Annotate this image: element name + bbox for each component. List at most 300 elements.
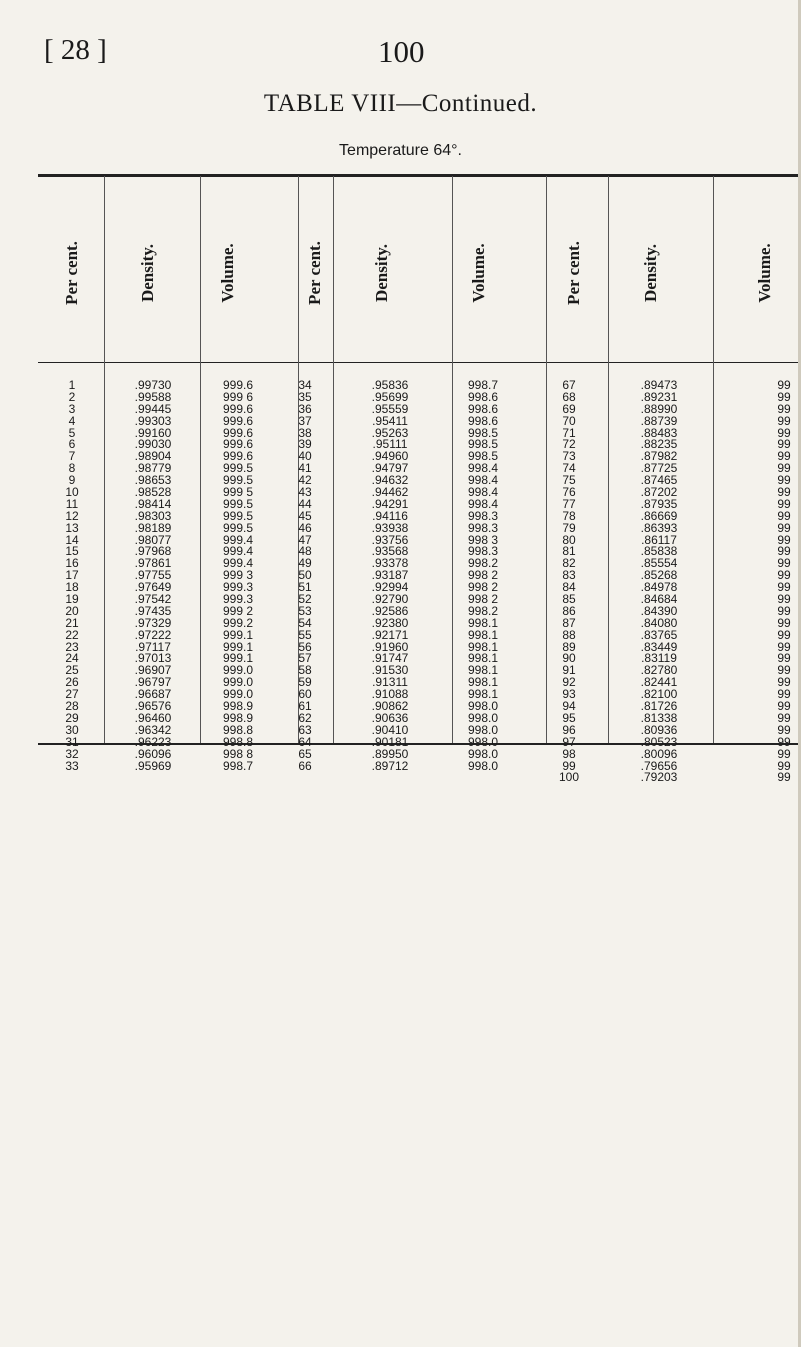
table-cell: 78 (562, 508, 576, 523)
table-cell: 998.0 (467, 746, 499, 761)
table-cell: 98 (562, 746, 576, 761)
table-cell: 4 (68, 413, 76, 428)
table-cell: 999.2 (222, 615, 254, 630)
table-cell: 999.4 (222, 544, 254, 559)
table-cell: 998.1 (467, 663, 499, 678)
table-cell: 998.9 (222, 710, 254, 725)
table-cell: 17 (65, 568, 79, 583)
table-cell: 998.5 (467, 437, 499, 452)
table-cell: 99 (777, 699, 791, 714)
table-cell: 15 (65, 544, 79, 559)
table-cell: 99 (777, 687, 791, 702)
table-cell: 999.6 (222, 413, 254, 428)
table-cell: 58 (298, 663, 312, 678)
table-cell: 999.5 (222, 461, 254, 476)
table-cell: .94632 (371, 473, 409, 488)
table-cell: 69 (562, 401, 576, 416)
table-cell: 998.0 (467, 734, 499, 749)
table-cell: 97 (562, 734, 576, 749)
column-density-3 (624, 380, 694, 784)
header-per-cent-2: Per cent. (305, 240, 324, 305)
table-cell: 41 (298, 461, 312, 476)
table-cell: 60 (298, 687, 312, 702)
table-cell: .95836 (371, 378, 409, 392)
table-cell: 998.3 (467, 544, 499, 559)
table-cell: .93568 (371, 544, 409, 559)
table-cell: 80 (562, 532, 576, 547)
table-cell: 61 (298, 699, 312, 714)
table-cell: 43 (298, 485, 312, 500)
table-cell: .79203 (640, 770, 678, 785)
column-divider (713, 176, 714, 743)
table-cell: .92790 (371, 592, 409, 607)
table-cell: 99 (777, 425, 791, 440)
table-cell: 18 (65, 580, 79, 595)
table-cell: .84080 (640, 615, 678, 630)
table-cell: 22 (65, 627, 79, 642)
table-cell: .88483 (640, 425, 678, 440)
table-cell: 13 (65, 520, 79, 535)
table-cell: 99 (777, 758, 791, 773)
table-cell: 999.0 (222, 663, 254, 678)
table-cell: 16 (65, 556, 79, 571)
table-cell: 99 (777, 449, 791, 464)
table-cell: .90862 (371, 699, 409, 714)
table-cell: .96576 (134, 699, 172, 714)
table-cell: 998.1 (467, 615, 499, 630)
table-cell: 96 (562, 722, 576, 737)
column-per-cent-3 (549, 380, 589, 784)
table-cell: 92 (562, 675, 576, 690)
table-cell: 5 (68, 425, 76, 440)
table-cell: 8 (68, 461, 76, 476)
table-cell: .86393 (640, 520, 678, 535)
table-cell: 999.0 (222, 687, 254, 702)
table-cell: 75 (562, 473, 576, 488)
table-cell: 99 (777, 734, 791, 749)
table-cell: 998.1 (467, 675, 499, 690)
column-density-2 (355, 380, 425, 772)
table-cell: 81 (562, 544, 576, 559)
table-cell: 999.5 (222, 508, 254, 523)
table-cell: 44 (298, 496, 312, 511)
table-cell: 52 (298, 592, 312, 607)
table-cell: 63 (298, 722, 312, 737)
column-per-cent-2 (285, 380, 325, 772)
table-cell: .94462 (371, 485, 409, 500)
table-cell: .98303 (134, 508, 172, 523)
table-cell: 998 8 (222, 746, 254, 761)
table-cell: 56 (298, 639, 312, 654)
table-cell: 99 (777, 437, 791, 452)
table-cell: 998.3 (467, 520, 499, 535)
table-cell: .98189 (134, 520, 172, 535)
table-cell: 998.9 (222, 699, 254, 714)
table-cell: 99 (777, 663, 791, 678)
table-cell: 998.3 (467, 508, 499, 523)
table-cell: .88990 (640, 401, 678, 416)
table-cell: 66 (298, 758, 312, 773)
table-cell: .91311 (372, 675, 408, 690)
table-cell: 998.1 (467, 687, 499, 702)
table-cell: .93378 (371, 556, 409, 571)
table-cell: .96096 (134, 746, 172, 761)
table-cell: .96342 (134, 722, 172, 737)
table-cell: .81338 (640, 710, 678, 725)
table-cell: .99303 (134, 413, 172, 428)
table-cell: .93187 (371, 568, 409, 583)
table-cell: 73 (562, 449, 576, 464)
table-cell: .90636 (371, 710, 409, 725)
table-cell: 19 (65, 592, 79, 607)
table-cell: 998.5 (467, 449, 499, 464)
table-cell: 34 (298, 378, 312, 392)
table-cell: .97755 (134, 568, 172, 583)
table-cell: 9 (68, 473, 76, 488)
table-cell: 998 3 (467, 532, 499, 547)
table-cell: 999.1 (222, 639, 254, 654)
table-cell: .99730 (134, 378, 172, 392)
table-cell: 998.1 (467, 627, 499, 642)
table-cell: 38 (298, 425, 312, 440)
table-cell: 999.1 (222, 651, 254, 666)
table-cell: 998.1 (467, 651, 499, 666)
table-cell: 998.4 (467, 473, 499, 488)
table-top-rule (38, 174, 798, 177)
table-cell: 999 3 (222, 568, 254, 583)
column-volume-1 (203, 380, 273, 772)
table-cell: .80096 (640, 746, 678, 761)
column-volume-3 (770, 380, 798, 784)
table-cell: 998.4 (467, 496, 499, 511)
table-cell: 11 (65, 496, 79, 511)
table-cell: .98077 (134, 532, 172, 547)
table-cell: 99 (777, 568, 791, 583)
header-density-2: Density. (372, 243, 391, 302)
table-cell: .96797 (134, 675, 172, 690)
table-cell: 99 (777, 722, 791, 737)
table-cell: .79656 (640, 758, 678, 773)
table-cell: 999.1 (222, 627, 254, 642)
table-cell: 99 (777, 413, 791, 428)
table-cell: 14 (65, 532, 79, 547)
header-rule (38, 362, 798, 363)
table-cell: 99 (777, 401, 791, 416)
table-cell: 999 5 (222, 485, 254, 500)
table-cell: .88739 (640, 413, 678, 428)
table-cell: 68 (562, 389, 576, 404)
table-cell: 99 (777, 520, 791, 535)
table-cell: .86669 (640, 508, 678, 523)
table-cell: 23 (65, 639, 79, 654)
table-cell: .85838 (640, 544, 678, 559)
table-cell: 83 (562, 568, 576, 583)
table-cell: .99030 (134, 437, 172, 452)
table-cell: 72 (562, 437, 576, 452)
table-cell: 999.4 (222, 556, 254, 571)
table-cell: 28 (65, 699, 79, 714)
table-cell: 12 (65, 508, 79, 523)
table-cell: .90410 (371, 722, 409, 737)
table-cell: 47 (298, 532, 312, 547)
table-cell: 93 (562, 687, 576, 702)
table-cell: 998.4 (467, 461, 499, 476)
table-cell: .91088 (371, 687, 409, 702)
table-cell: 45 (298, 508, 312, 523)
table-cell: 94 (562, 699, 576, 714)
table-cell: 999 2 (222, 603, 254, 618)
table-cell: .82441 (640, 675, 678, 690)
table-cell: 99 (777, 532, 791, 547)
table-cell: 24 (65, 651, 79, 666)
table-cell: 99 (777, 710, 791, 725)
table-cell: .95559 (371, 401, 409, 416)
table-cell: 99 (777, 592, 791, 607)
table-cell: 82 (562, 556, 576, 571)
table-cell: .99588 (134, 389, 172, 404)
table-cell: 86 (562, 603, 576, 618)
table-cell: .92994 (371, 580, 409, 595)
table-cell: .98904 (134, 449, 172, 464)
table-cell: 7 (68, 449, 76, 464)
table-cell: 99 (777, 473, 791, 488)
table-cell: 999.3 (222, 580, 254, 595)
table-cell: 99 (777, 580, 791, 595)
table-cell: 999.3 (222, 592, 254, 607)
table-cell: 65 (298, 746, 312, 761)
header-per-cent-1: Per cent. (62, 240, 81, 305)
table-cell: 99 (777, 485, 791, 500)
table-cell: .99445 (134, 401, 172, 416)
table-cell: .97968 (134, 544, 172, 559)
table-cell: .93756 (371, 532, 409, 547)
table-cell: 64 (298, 734, 312, 749)
table-cell: .92171 (371, 627, 409, 642)
table-cell: .84684 (640, 592, 678, 607)
table-cell: .82100 (640, 687, 678, 702)
table-cell: 99 (777, 639, 791, 654)
table-cell: .99160 (134, 425, 172, 440)
table-cell: 20 (65, 603, 79, 618)
table-cell: 999.6 (222, 378, 254, 392)
table-cell: 998.7 (467, 378, 499, 392)
table-cell: .91530 (371, 663, 409, 678)
table-cell: .96687 (134, 687, 172, 702)
table-cell: 100 (558, 770, 580, 785)
table-cell: .98414 (134, 496, 172, 511)
table-cell: .84390 (640, 603, 678, 618)
table-cell: 99 (777, 508, 791, 523)
table-cell: 87 (562, 615, 576, 630)
table-cell: .90181 (371, 734, 409, 749)
table-cell: .95263 (371, 425, 409, 440)
table-cell: 99 (777, 603, 791, 618)
table-cell: .83449 (640, 639, 678, 654)
table-cell: .94960 (371, 449, 409, 464)
table-cell: .97542 (134, 592, 172, 607)
table-cell: 48 (298, 544, 312, 559)
table-cell: 76 (562, 485, 576, 500)
table-cell: 10 (65, 485, 79, 500)
table-cell: 998.0 (467, 710, 499, 725)
table-cell: 54 (298, 615, 312, 630)
table-cell: .97013 (134, 651, 172, 666)
table-cell: 999.6 (222, 437, 254, 452)
table-cell: 998.4 (467, 485, 499, 500)
page-reference: [ 28 ] (44, 34, 107, 66)
table-cell: .91747 (371, 651, 409, 666)
table-cell: 998 2 (467, 568, 499, 583)
table-cell: .85268 (640, 568, 678, 583)
table-cell: 84 (562, 580, 576, 595)
table-cell: 999.6 (222, 449, 254, 464)
table-cell: .87725 (640, 461, 678, 476)
table-cell: .87202 (640, 485, 678, 500)
table-cell: 99 (777, 651, 791, 666)
table-cell: 74 (562, 461, 576, 476)
table-cell: .87465 (640, 473, 678, 488)
table-cell: .86117 (641, 532, 677, 547)
table-cell: .94291 (371, 496, 409, 511)
table-cell: 90 (562, 651, 576, 666)
table-cell: .80523 (640, 734, 678, 749)
table-cell: 36 (298, 401, 312, 416)
table-cell: 30 (65, 722, 79, 737)
table-cell: 79 (562, 520, 576, 535)
table-cell: 999.4 (222, 532, 254, 547)
table-cell: 51 (298, 580, 312, 595)
table-cell: 998.2 (467, 603, 499, 618)
table-cell: .97435 (134, 603, 172, 618)
table-cell: .97649 (134, 580, 172, 595)
table-cell: 998.5 (467, 425, 499, 440)
table-cell: .89231 (640, 389, 678, 404)
table-cell: 70 (562, 413, 576, 428)
table-cell: 29 (65, 710, 79, 725)
table-cell: 71 (562, 425, 576, 440)
table-cell: 59 (298, 675, 312, 690)
table-cell: 998.6 (467, 401, 499, 416)
column-divider (546, 176, 547, 743)
table-cell: .88235 (640, 437, 678, 452)
table-cell: 99 (777, 380, 791, 392)
table-cell: 2 (68, 389, 76, 404)
column-volume-2 (448, 380, 518, 772)
table-cell: 99 (777, 675, 791, 690)
table-cell: .96907 (134, 663, 172, 678)
table-cell: 95 (562, 710, 576, 725)
header-density-3: Density. (641, 243, 660, 302)
table-cell: .92380 (371, 615, 409, 630)
table-cell: 998.0 (467, 758, 499, 773)
table-cell: .84978 (640, 580, 678, 595)
table-cell: .87935 (640, 496, 678, 511)
table-cell: 998.6 (467, 389, 499, 404)
table-cell: 49 (298, 556, 312, 571)
table-cell: 998.7 (222, 758, 254, 773)
table-cell: 998.6 (467, 413, 499, 428)
table-cell: .89712 (371, 758, 409, 773)
table-title: TABLE VIII—Continued. (263, 90, 538, 117)
table-cell: .94116 (372, 508, 408, 523)
table-cell: 62 (298, 710, 312, 725)
table-cell: 55 (298, 627, 312, 642)
table-cell: 32 (65, 746, 79, 761)
table-cell: .83765 (640, 627, 678, 642)
table-cell: 25 (65, 663, 79, 678)
table-cell: 998.1 (467, 639, 499, 654)
table-cell: .94797 (371, 461, 409, 476)
table-cell: .96460 (134, 710, 172, 725)
table-cell: 99 (777, 746, 791, 761)
table-cell: 998 2 (467, 592, 499, 607)
header-volume-3: Volume. (755, 242, 774, 303)
table-cell: .97861 (134, 556, 172, 571)
table-cell: 1 (68, 378, 76, 392)
table-cell: 39 (298, 437, 312, 452)
table-cell: 91 (562, 663, 576, 678)
header-volume-1: Volume. (218, 242, 237, 303)
table-cell: .95411 (372, 413, 408, 428)
table-cell: .89473 (640, 378, 678, 392)
table-cell: 46 (298, 520, 312, 535)
table-cell: .80936 (640, 722, 678, 737)
table-cell: 89 (562, 639, 576, 654)
table-cell: 33 (65, 758, 79, 773)
table-cell: .98779 (134, 461, 172, 476)
header-density-1: Density. (138, 243, 157, 302)
table-cell: .91960 (371, 639, 409, 654)
table-cell: 40 (298, 449, 312, 464)
table-cell: .85554 (640, 556, 678, 571)
table-cell: .95699 (371, 389, 409, 404)
table-cell: .96223 (134, 734, 172, 749)
table-cell: 999.0 (222, 675, 254, 690)
table-cell: 99 (777, 461, 791, 476)
table-cell: 99 (777, 627, 791, 642)
table-cell: 67 (562, 378, 576, 392)
table-cell: .87982 (640, 449, 678, 464)
table-cell: 27 (65, 687, 79, 702)
table-cell: 85 (562, 592, 576, 607)
table-cell: 42 (298, 473, 312, 488)
table-cell: 6 (68, 437, 76, 452)
table-cell: 37 (298, 413, 312, 428)
table-cell: 99 (777, 544, 791, 559)
column-divider (104, 176, 105, 743)
table-cell: 998.0 (467, 699, 499, 714)
table-cell: 88 (562, 627, 576, 642)
table-cell: 99 (777, 389, 791, 404)
table-cell: 57 (298, 651, 312, 666)
table-cell: .97222 (134, 627, 172, 642)
table-subtitle: Temperature 64°. (339, 142, 462, 159)
table-cell: 31 (65, 734, 79, 749)
table-cell: 99 (562, 758, 576, 773)
header-per-cent-3: Per cent. (564, 240, 583, 305)
table-cell: 999.5 (222, 473, 254, 488)
table-cell: .97117 (135, 639, 171, 654)
table-cell: 35 (298, 389, 312, 404)
table-cell: .93938 (371, 520, 409, 535)
table-cell: 999.5 (222, 496, 254, 511)
table-cell: .82780 (640, 663, 678, 678)
table-cell: 99 (777, 770, 791, 785)
table-cell: 50 (298, 568, 312, 583)
table-cell: .95969 (134, 758, 172, 773)
table-cell: .98653 (134, 473, 172, 488)
table-cell: 99 (777, 496, 791, 511)
